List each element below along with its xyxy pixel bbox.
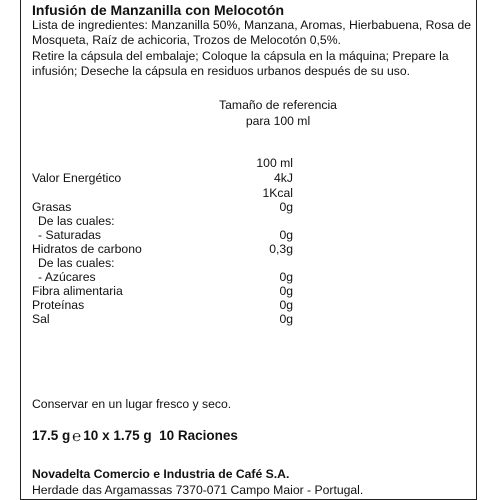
nutrition-row-value: 4kJ — [274, 171, 293, 185]
company-name: Novadelta Comercio e Industria de Café S.A. — [32, 467, 290, 481]
nutrition-row-label: - Azúcares — [38, 270, 96, 284]
nutrition-row-value: 0g — [279, 312, 293, 326]
nutrition-row-value: 0g — [279, 298, 293, 312]
nutrition-row-label: Hidratos de carbono — [32, 242, 142, 256]
quantity-line — [32, 428, 238, 444]
nutrition-row-label: De las cuales: — [38, 256, 115, 270]
reference-size-line1: Tamaño de referencia — [219, 98, 337, 112]
nutrition-row-label: - Saturadas — [38, 228, 102, 242]
nutrition-row-value: 1Kcal — [262, 186, 293, 200]
nutrition-column-header: 100 ml — [256, 156, 293, 170]
nutrition-row-value: 0g — [279, 284, 293, 298]
nutrition-row-label: De las cuales: — [38, 214, 115, 228]
nutrition-row-value: 0g — [279, 270, 293, 284]
nutrition-row-value: 0,3g — [269, 242, 293, 256]
servings-count: 10 Raciones — [159, 428, 238, 443]
nutrition-row-value: 0g — [279, 228, 293, 242]
company-address: Herdade das Argamassas 7370-071 Campo Maior - Portugal. — [32, 483, 364, 497]
estimated-sign-icon: ℮ — [72, 428, 82, 445]
instructions-text: Retire la cápsula del embalaje; Coloque la cápsula en la máquina; Prepare la infusión; Deseche la cápsula en residuos urbanos después de su uso. — [32, 49, 449, 78]
storage-text: Conservar en un lugar fresco y seco. — [32, 397, 232, 411]
nutrition-row-label: Grasas — [32, 200, 72, 214]
net-weight: 17.5 g — [32, 428, 71, 443]
nutrition-row-label: Fibra alimentaria — [32, 284, 123, 298]
ingredients-text: Lista de ingredientes: Manzanilla 50%, Manzana, Aromas, Hierbabuena, Rosa de Mosqueta, Raíz de achicoria, Trozos de Melocotón 0,5%. — [32, 18, 472, 47]
nutrition-row-label: Sal — [32, 312, 50, 326]
nutrition-row-label: Valor Energético — [32, 171, 122, 185]
nutrition-row-label: Proteínas — [32, 298, 85, 312]
product-title: Infusión de Manzanilla con Melocotón — [32, 2, 285, 18]
nutrition-row-value: 0g — [279, 200, 293, 214]
unit-breakdown: 10 x 1.75 g — [83, 428, 152, 443]
reference-size-line2: para 100 ml — [245, 114, 311, 128]
